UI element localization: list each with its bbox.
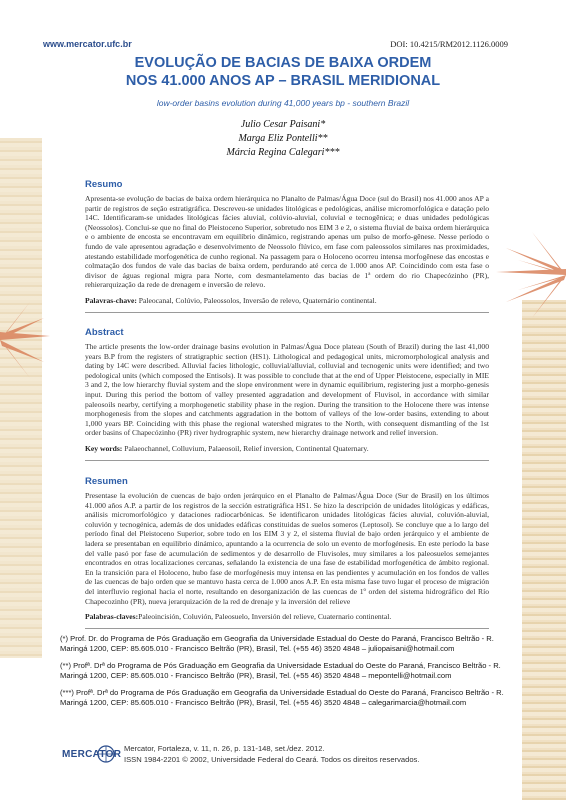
abstract-divider [85, 460, 489, 461]
author-footnotes [60, 634, 504, 714]
resumen-heading: Resumen [85, 476, 128, 487]
resumen-keywords [85, 612, 489, 621]
footnote-author-1: (*) Prof. Dr. do Programa de Pós Graduação em Geografia da Universidade Estadual do Oeste do Paraná, Francisco Beltrão - R. Maringá 1200, CEP: 85.605.010 - Francisco Beltrão (PR), Brasil, Tel. (+55 46) 3520 4848 – juliopaisani@hotmail.com [60, 634, 494, 654]
footnote-author-3: (***) Profª. Drª do Programa de Pós Graduação em Geografia da Universidade Estadual do Oeste do Paraná, Francisco Beltrão - R. Maringá 1200, CEP: 85.605.010 - Francisco Beltrão (PR), Brasil, Tel. (+55 46) 3520 4848 – calegarimarcia@hotmail.com [60, 687, 504, 708]
resumen-divider [85, 628, 489, 629]
abstract-keywords [85, 444, 489, 453]
english-subtitle: low-order basins evolution during 41,000 years bp - southern Brazil [156, 98, 410, 108]
journal-site-link[interactable]: www.mercator.ufc.br [43, 39, 132, 49]
title-line-2: NOS 41.000 ANOS AP – BRASIL MERIDIONAL [125, 73, 441, 89]
abstract-body: The article presents the low-order drainage basins evolution in Palmas/Água Doce plateau (South of Brazil) during the last 41,000 years B.P from the registers of stratigraphic section (HS1). Lithological and pedagogical units, micromorphological analysis and dating by 14C were described. Alluvial facies lithologic, colluvial/alluvial, colluvial and tecnogenic units were identified; and two pedological units (which composed the Entisols). It was possible to conclude that at the end of Upper Pleistocene, especially in MIE 3 and 2, the low hierarchy fluvial system and the slope environment were in dynamic equilibrium, registering just a morpho-genesis input. During this period the bottom of valley presented aggradation and development of Fluvisol, in accordance with similar paleosoils nearby, certifying a morphogenetic stability phase in the region. During the transition to the Holocene there was intense morphogenesis from the slopes and catchments aggradation in the bottom of valleys of the low-order basins, extending to about 1,000 years BP. Coinciding with this phase the regional watershed migrates to the North, with consequent dismantling of the 1st order basins of Chapecózinho (PR) river hydrographic system, new hierarchy drainage network and relief inversion. [85, 342, 489, 438]
article-title [0, 54, 566, 90]
logo-wordmark: MERCATOR [62, 749, 122, 760]
author-list [0, 118, 566, 160]
citation-line: Mercator, Fortaleza, v. 11, n. 26, p. 131-148, set./dez. 2012. [124, 744, 325, 753]
resumo-section [85, 179, 489, 313]
author-1: Julio Cesar Paisani* [240, 119, 326, 130]
resumo-keywords-label: Palavras-chave: [85, 295, 137, 305]
journal-footer [60, 742, 520, 772]
right-texture-decoration [522, 300, 566, 800]
footnote-author-2: (**) Profª. Drª do Programa de Pós Graduação em Geografia da Universidade Estadual do Oeste do Paraná, Francisco Beltrão - R. Maringá 1200, CEP: 85.605.010 - Francisco Beltrão (PR), Brasil, Tel. (+55 46) 3520 4848 – mepontelli@hotmail.com [60, 660, 501, 681]
resumo-keywords [85, 296, 489, 305]
abstract-section [85, 327, 489, 461]
issn-copyright-line: ISSN 1984-2201 © 2002, Universidade Federal do Ceará. Todos os direitos reservados. [124, 755, 420, 764]
resumo-divider [85, 312, 489, 313]
resumo-heading: Resumo [85, 179, 123, 190]
resumo-body: Apresenta-se evolução de bacias de baixa ordem hierárquica no Planalto de Palmas/Água Doce (sul do Brasil) nos 41.000 anos AP a partir de registros de seção estratigráfica. Descreveu-se unidades litológicas e pedológicas, análise micromorfológica e datação pelo 14C. Identificaram-se unidades litológicas fácies aluvial, colúvio-aluvial, coluvial e tecnogênica; e duas unidades pedológicas (Neossolos). Conclui-se que no final do Pleistoceno Superior, sobretudo nos EIM 3 e 2, o sistema fluvial de baixa ordem hierárquica e o ambiente de encosta se encontravam em equilíbrio dinâmico, registrando apenas um pulso de morfo-gênese. Nesse período o fundo de vale apresentou agradação e desenvolvimento de Neossolo flúvico, em fase com paleossolos similares nas proximidades, atestando estabilidade morfogenética de cunho regional. Na passagem para o Holoceno ocorreu intensa morfogênese das encostas e colmatação dos fundos de vale das bacias de baixa ordem, perdurando até cerca de 1.000 anos AP. Coincidindo com esta fase o divisor de águas regional migra para Norte, com desmantelamento das bacias de 1ª ordem do rio Chapecózinho (PR), rehierarquização da rede de drenagem e inversão de relevo. [85, 194, 489, 290]
doi-text: DOI: 10.4215/RM2012.1126.0009 [390, 39, 508, 49]
author-2: Marga Eliz Pontelli** [238, 133, 328, 144]
title-line-1: EVOLUÇÃO DE BACIAS DE BAIXA ORDEM [134, 55, 432, 71]
resumo-keywords-list: Paleocanal, Colúvio, Paleossolos, Inversão de relevo, Quaternário continental. [136, 295, 377, 305]
resumen-body: Presentase la evolución de cuencas de bajo orden jerárquico en el Planalto de Palmas/Água Doce (Sur de Brasil) en los últimos 41.000 años A.P. a partir de los registros de la sección estratigráfica HS1. Se hizo la descripción de unidades litológicas y edáficas, análisis micromorfológico y dataciones radiocarbónicas. Se identificaron unidades litológicas fácies aluvial, coluvión-aluvial, coluvión y tecnogénica, además de dos unidades edáficas constituidas de suelos someros (Leptosol). Se concluye que a lo largo del período final del Pleistoceno Superior, sobre todo en los EIM 3 y 2, el sistema fluvial de bajo orden jerárquico y el ambiente de ladera se presentaban en equilibrio dinámico, apuntando a la ocurrencia de solo un evento de morfogénesis. En este período la base del valle pasó por fase de acumulación de sedimentos y de desarrollo de Fluvisoles, muy similares a los paleosuelos semejantes encontrados en otras localizaciones cercanas, señalando la existencia de una fase de estabilidad morfogenética de ámbito regional. En la transición para el Holoceno, hubo fase de morfogénesis muy intensa en las pendientes y acumulación en los fondos de valles de las cuencas de bajo orden que se mantuvo hasta cerca de 1.000 anos A.P. En esta misma fase tuvo lugar el proceso de migración del interfluvio regional hacia el norte, resultando en desorganización de las cuencas de 1º orden del sistema hidrográfico del Río Chapecozinho (PR), nueva jerarquización de la red de drenaje y la inversión del relieve [85, 491, 489, 606]
starburst-right-icon [496, 230, 566, 320]
starburst-left-icon [0, 300, 50, 380]
abstract-keywords-label: Key words: [85, 443, 123, 453]
abstract-heading: Abstract [85, 327, 124, 338]
resumen-keywords-label: Palabras-claves: [85, 612, 139, 622]
author-3: Márcia Regina Calegari*** [226, 147, 340, 158]
left-texture-decoration [0, 138, 42, 658]
resumen-section [85, 476, 489, 629]
abstract-keywords-list: Palaeochannel, Colluvium, Palaeosoil, Relief inversion, Continental Quaternary. [122, 443, 369, 453]
resumen-keywords-list: Paleoincisión, Coluvión, Paleosuelo, Inversión del relieve, Cuaternario continental. [138, 612, 392, 622]
